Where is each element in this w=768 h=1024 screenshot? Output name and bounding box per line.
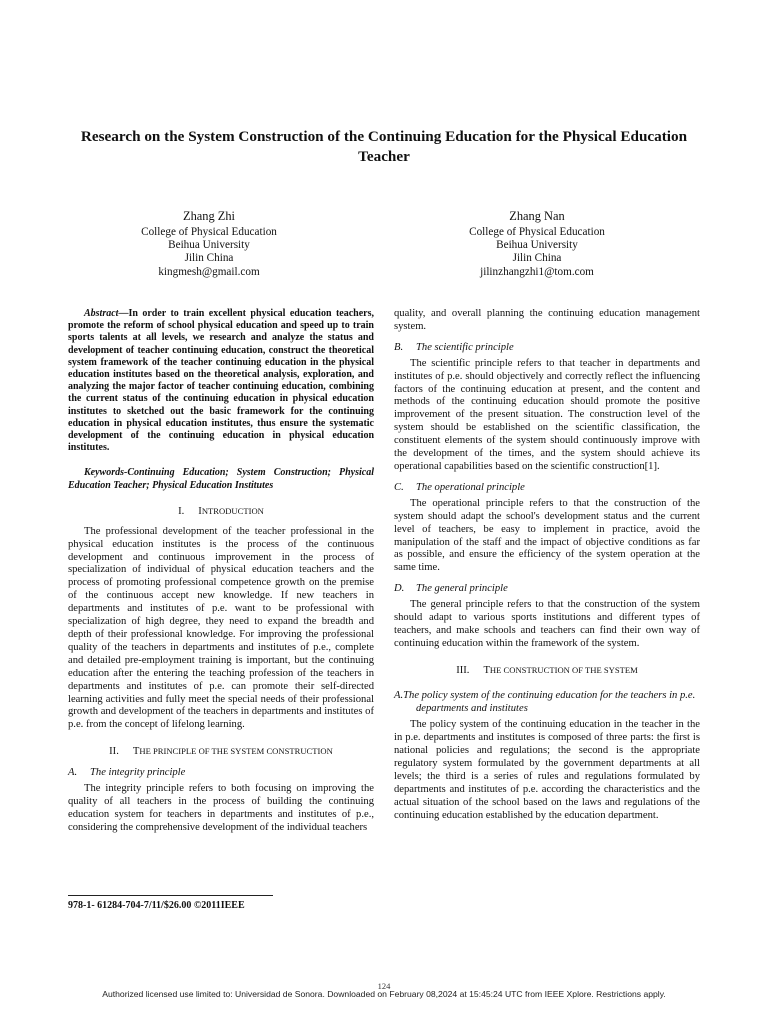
general-paragraph: The general principle refers to that the construction of the system should adapt to various sports institutions and different types of teachers, and make schools and teachers can find their own way of continuing education within the framework of the system.	[394, 599, 700, 649]
author-affiliation: College of Physical Education	[141, 226, 277, 238]
footnote-divider	[68, 895, 273, 896]
author-location: Jilin China	[184, 252, 234, 265]
page-number: 124	[377, 981, 391, 991]
author-name: Zhang Nan	[509, 209, 565, 223]
subsection-heading-policy: A.The policy system of the continuing education for the teachers in p.e. departments and institutes	[394, 689, 696, 714]
author-block-1	[84, 208, 334, 279]
paper-title: Research on the System Construction of the Continuing Education for the Physical Education Teacher	[80, 128, 688, 165]
author-block-2	[412, 208, 662, 279]
author-location: Jilin China	[512, 252, 562, 265]
section-heading-construction: III. THE CONSTRUCTION OF THE SYSTEM	[456, 664, 638, 676]
subsection-heading-general: D. The general principle	[394, 583, 508, 595]
introduction-paragraph: The professional development of the teacher professional in the physical education institutes is the process of the continuous development and continuous improvement in the process of specialization of individual of physical education teachers and the process of promoting professional competence growth on the premise of the continuous accept new knowledge. If new teachers in departments and institutes of p.e. want to be professional with specialization of high degree, they need to expand the breadth and depth of their professional knowledge. For improving the professional quality of the teachers in departments and institutes of p.e., complete and detailed pre-employment training is important, but the continuing education after the entering the teaching profession of the teachers in departments and institutes of p.e. can promote their self-directed learning activities and fully meet the special needs of their professional growth and development of the teachers in departments and institutes of p.e. from the concept of lifelong learning.	[68, 525, 374, 731]
author-affiliation: College of Physical Education	[469, 226, 605, 238]
left-column	[68, 308, 374, 835]
copyright-footnote: 978-1- 61284-704-7/11/$26.00 ©2011IEEE	[68, 900, 245, 911]
section-heading-introduction: I. INTRODUCTION	[178, 505, 264, 517]
license-notice: Authorized licensed use limited to: Universidad de Sonora. Downloaded on February 08,2024 at 15:45:24 UTC from IEEE Xplore. Restrictions apply.	[102, 989, 666, 999]
section-heading-principle: II. THE PRINCIPLE OF THE SYSTEM CONSTRUCTION	[109, 746, 333, 758]
subsection-heading-scientific: B. The scientific principle	[394, 341, 514, 353]
author-university: Beihua University	[496, 239, 578, 252]
integrity-paragraph-continued: quality, and overall planning the continuing education management system.	[394, 308, 700, 332]
subsection-heading-integrity: A. The integrity principle	[68, 767, 186, 779]
subsection-heading-operational: C. The operational principle	[394, 481, 525, 493]
abstract-text: —In order to train excellent physical education teachers, promote the reform of school physical education and speed up to train sports talents at all levels, we research and analyze the status and development of teacher continuing education, construct the theoretical system framework of the teacher continuing education in the physical education institutes based on the theoretical analysis, exploration, and analyzing the major factor of teacher continuing education, combining the current status of the continuing education in physical education institutes to sketched out the basic framework for the continuing education in physical education institutes, thus ensure the systematic development of the continuing education in physical education institutes.	[68, 308, 374, 454]
author-university: Beihua University	[168, 239, 250, 252]
author-email: kingmesh@gmail.com	[158, 265, 260, 278]
right-column	[394, 308, 700, 823]
author-name: Zhang Zhi	[183, 209, 235, 223]
integrity-paragraph: The integrity principle refers to both focusing on improving the quality of all teachers in the process of building the continuing education system for teachers in departments and institutes of p.e., considering the comprehensive development of the individual teachers	[68, 783, 374, 833]
abstract-label: Abstract	[84, 308, 119, 319]
policy-paragraph: The policy system of the continuing education in the teacher in the in p.e. departments and institutes is composed of three parts: the first is national policies and regulations; the second is the appropriate regulatory system formulated by the government departments at all levels; the third is a series of rules and regulations formulated by departments and institutes of p.e. according the characteristics and the actual situation of the school based on the laws and regulations of the continuing education established by the education department.	[394, 719, 700, 821]
operational-paragraph: The operational principle refers to that the construction of the system should adapt the school's development status and the current level of teachers, be easy to implement in practice, avoid the manipulation of the staff and the impact of objective conditions as far as possible, and ensure the efficiency of the system operation at the same time.	[394, 497, 700, 574]
abstract	[68, 308, 374, 454]
keywords: Keywords-Continuing Education; System Construction; Physical Education Teacher; Physical Education Institutes	[68, 467, 374, 491]
author-email: jilinzhangzhi1@tom.com	[480, 265, 594, 278]
scientific-paragraph: The scientific principle refers to that teacher in departments and institutes of p.e. should objectively and correctly reflect the influencing factors of the continuing education at present, and the content and methods of the continuing education should promote the positive improvement of the present situation. The construction level of the system should be established on the scientific classification, the constituent elements of the system should continuously improve with the development of the times, and the system should achieve its operational capabilities based on the scientific construction[1].	[394, 357, 700, 472]
